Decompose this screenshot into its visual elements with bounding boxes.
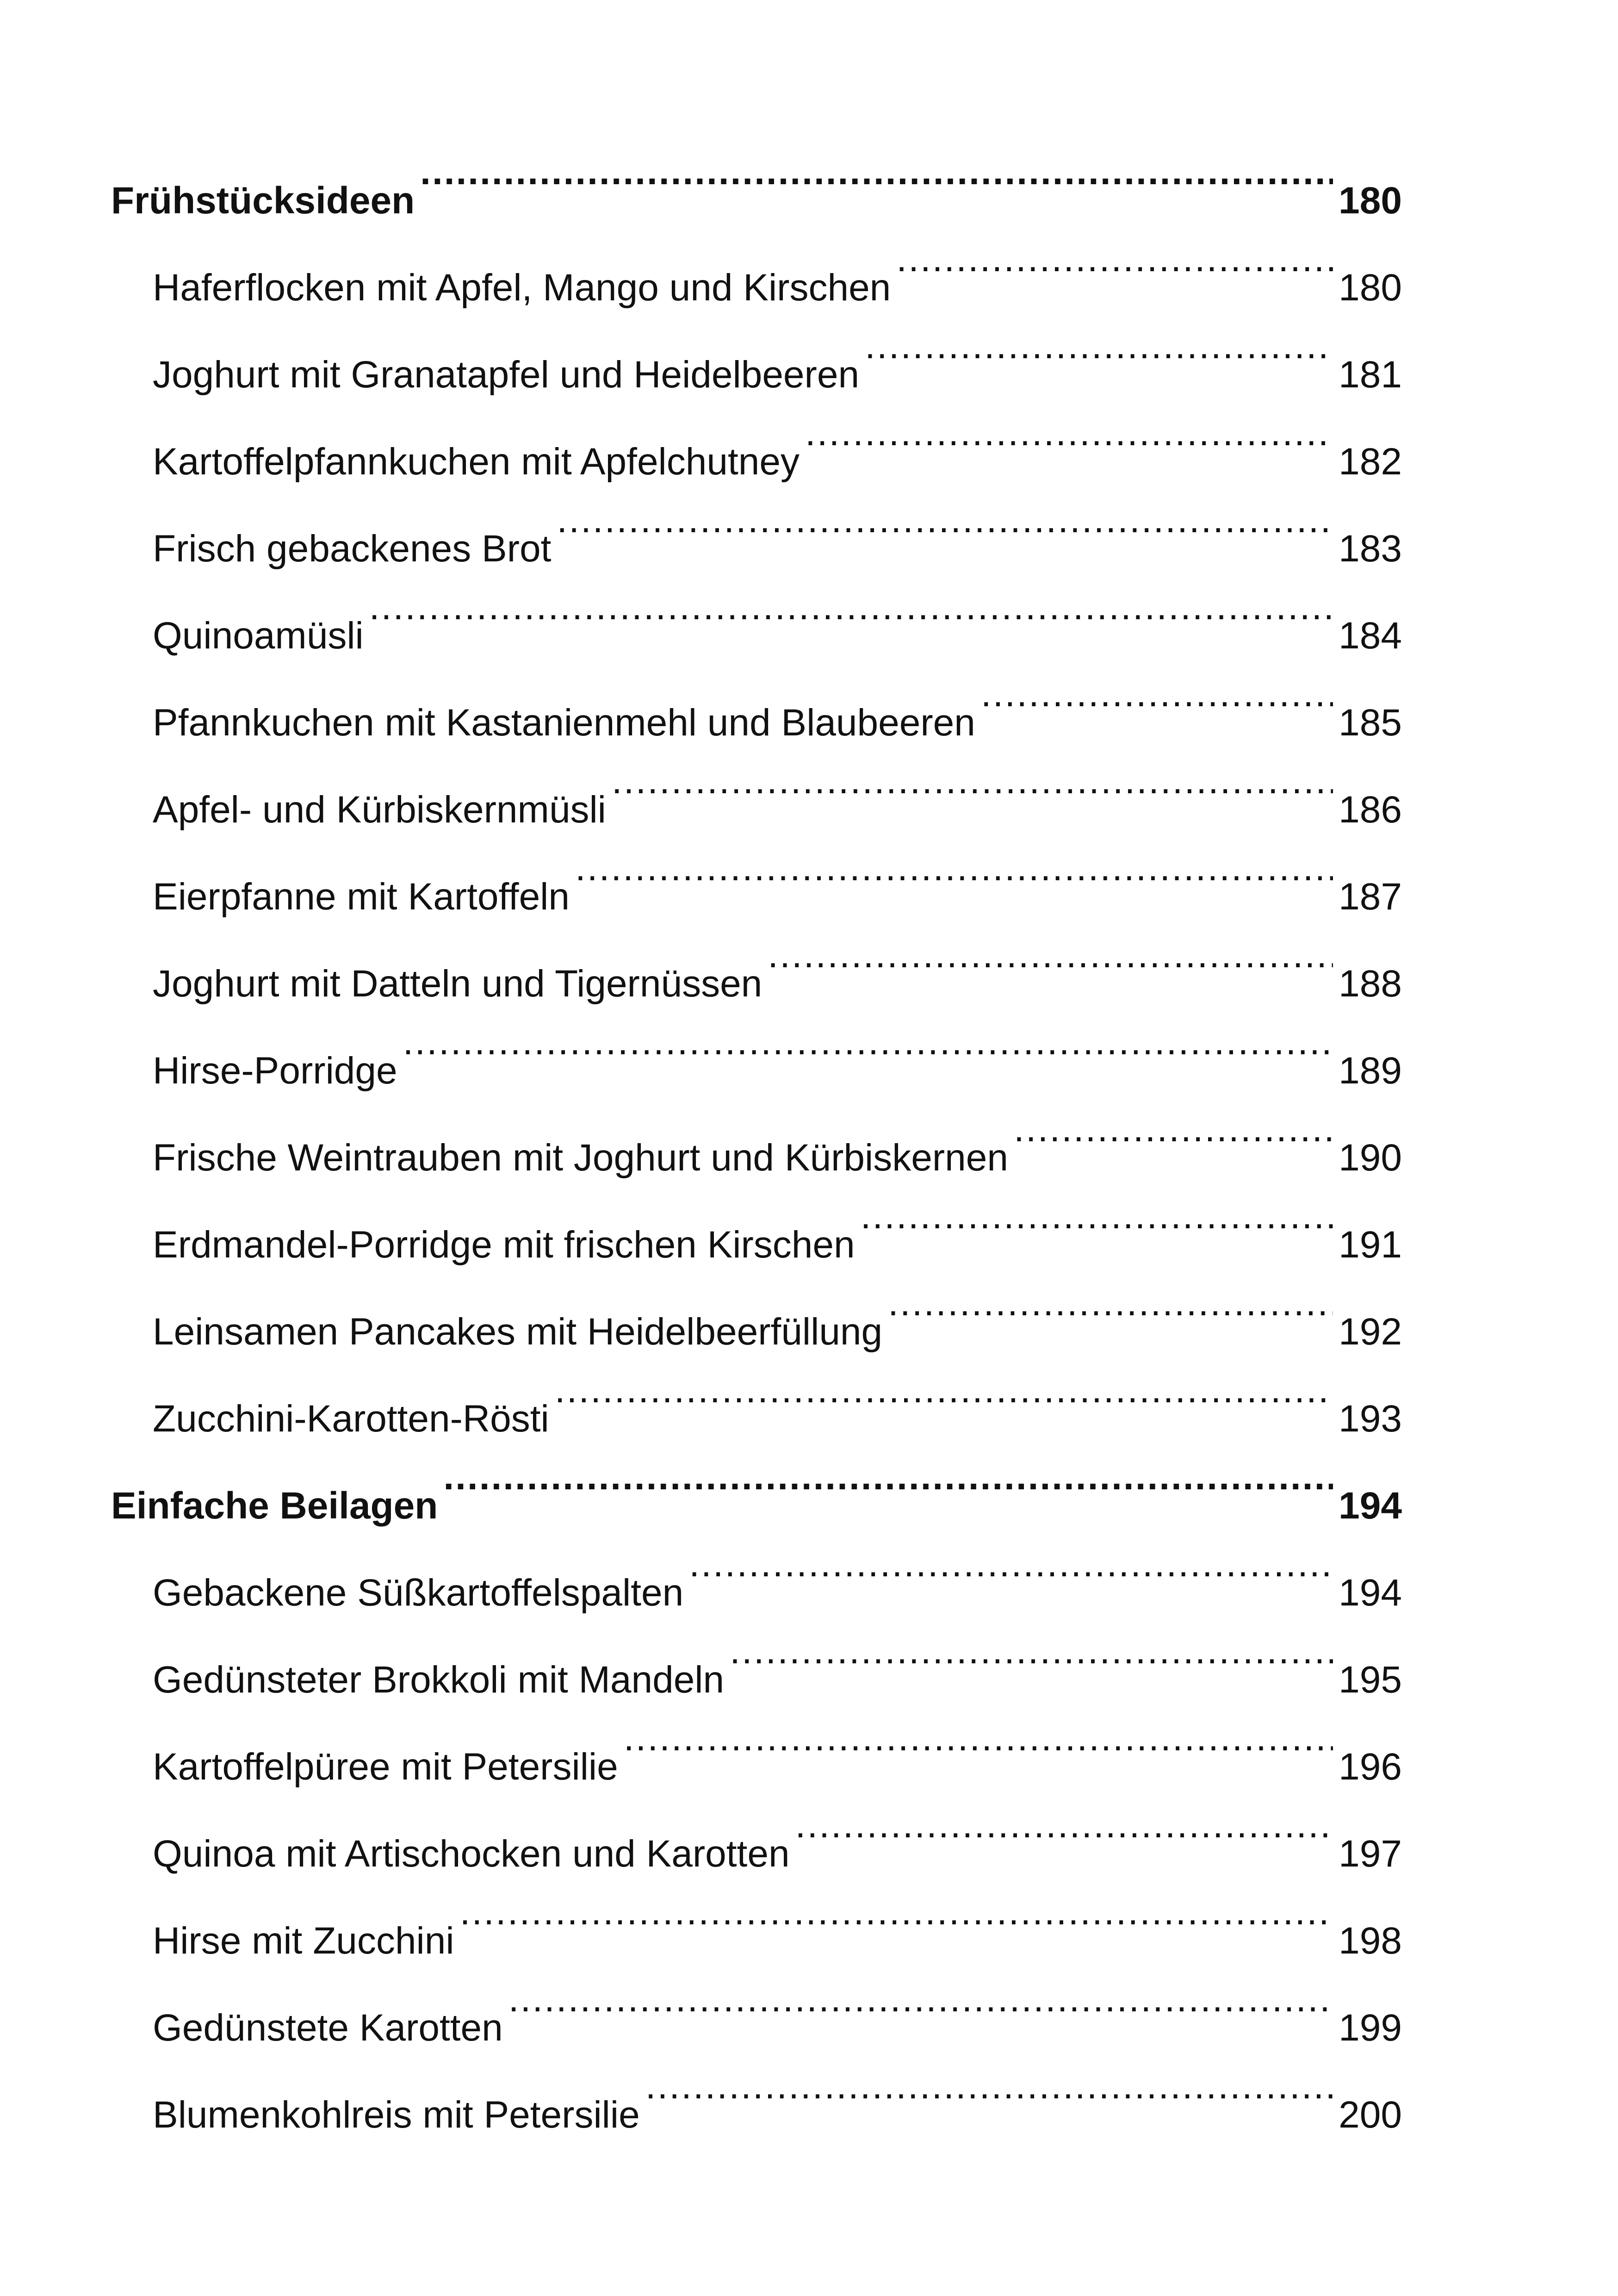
toc-entry[interactable] <box>111 853 1402 940</box>
toc-entry-title: Blumenkohlreis mit Petersilie <box>153 2094 640 2136</box>
toc-entry[interactable] <box>111 2072 1402 2159</box>
toc-entry-title: Kartoffelpüree mit Petersilie <box>153 1746 618 1788</box>
toc-entry[interactable] <box>111 1114 1402 1201</box>
toc-entry-title: Haferflocken mit Apfel, Mango und Kirschen <box>153 267 891 309</box>
dot-leader <box>403 1045 1333 1083</box>
toc-section-heading[interactable] <box>111 157 1402 244</box>
toc-entry-page-number: 193 <box>1339 1398 1402 1440</box>
toc-entry[interactable] <box>111 244 1402 331</box>
toc-entry-title: Kartoffelpfannkuchen mit Apfelchutney <box>153 441 800 483</box>
toc-entry-title: Apfel- und Kürbiskernmüsli <box>153 789 606 831</box>
toc-entry[interactable] <box>111 331 1402 418</box>
dot-leader <box>865 349 1333 387</box>
toc-entry-page-number: 196 <box>1339 1746 1402 1788</box>
dot-leader <box>888 1307 1333 1344</box>
toc-entry-page-number: 194 <box>1339 1485 1402 1527</box>
dot-leader <box>1014 1132 1333 1170</box>
toc-entry-title: Hirse mit Zucchini <box>153 1920 454 1962</box>
dot-leader <box>861 1220 1333 1257</box>
toc-entry-title: Hirse-Porridge <box>153 1050 397 1092</box>
toc-entry-title: Gedünsteter Brokkoli mit Mandeln <box>153 1659 725 1701</box>
toc-entry[interactable] <box>111 1288 1402 1375</box>
toc-entry[interactable] <box>111 1724 1402 1811</box>
toc-entry[interactable] <box>111 418 1402 505</box>
dot-leader <box>730 1655 1333 1692</box>
dot-leader <box>557 523 1333 561</box>
toc-entry-title: Frisch gebackenes Brot <box>153 528 552 570</box>
toc-entry-page-number: 187 <box>1339 876 1402 918</box>
toc-entry-title: Gedünstete Karotten <box>153 2007 503 2049</box>
toc-entry-title: Eierpfanne mit Kartoffeln <box>153 876 570 918</box>
toc-entry[interactable] <box>111 1985 1402 2072</box>
toc-entry-page-number: 181 <box>1339 354 1402 396</box>
toc-entry-title: Einfache Beilagen <box>111 1485 438 1527</box>
toc-entry[interactable] <box>111 1375 1402 1462</box>
toc-entry-page-number: 192 <box>1339 1311 1402 1353</box>
table-of-contents <box>111 157 1402 2159</box>
toc-entry-page-number: 182 <box>1339 441 1402 483</box>
dot-leader <box>768 958 1333 996</box>
toc-entry-title: Leinsamen Pancakes mit Heidelbeerfüllung <box>153 1311 883 1353</box>
toc-entry[interactable] <box>111 766 1402 853</box>
dot-leader <box>805 436 1333 474</box>
toc-entry-title: Quinoamüsli <box>153 615 364 657</box>
dot-leader <box>795 1829 1333 1867</box>
toc-entry[interactable] <box>111 1811 1402 1898</box>
toc-entry[interactable] <box>111 1549 1402 1636</box>
toc-entry-title: Joghurt mit Granatapfel und Heidelbeeren <box>153 354 860 396</box>
toc-entry-page-number: 180 <box>1339 180 1402 222</box>
toc-entry-title: Frische Weintrauben mit Joghurt und Kürbiskernen <box>153 1137 1008 1179</box>
toc-entry-title: Joghurt mit Datteln und Tigernüssen <box>153 963 763 1005</box>
toc-entry-page-number: 194 <box>1339 1572 1402 1614</box>
toc-entry-page-number: 199 <box>1339 2007 1402 2049</box>
toc-entry[interactable] <box>111 679 1402 766</box>
toc-entry-page-number: 190 <box>1339 1137 1402 1179</box>
toc-entry-page-number: 184 <box>1339 615 1402 657</box>
dot-leader <box>420 175 1333 213</box>
toc-entry-page-number: 198 <box>1339 1920 1402 1962</box>
toc-entry[interactable] <box>111 505 1402 592</box>
toc-entry[interactable] <box>111 592 1402 679</box>
dot-leader <box>508 2003 1333 2041</box>
toc-entry-page-number: 185 <box>1339 702 1402 744</box>
toc-entry-page-number: 186 <box>1339 789 1402 831</box>
toc-entry-page-number: 191 <box>1339 1224 1402 1266</box>
toc-entry-page-number: 189 <box>1339 1050 1402 1092</box>
toc-entry-title: Pfannkuchen mit Kastanienmehl und Blaubeeren <box>153 702 975 744</box>
toc-entry[interactable] <box>111 1201 1402 1288</box>
dot-leader <box>645 2090 1333 2128</box>
toc-entry[interactable] <box>111 1636 1402 1724</box>
toc-entry-page-number: 197 <box>1339 1833 1402 1875</box>
dot-leader <box>460 1916 1333 1954</box>
toc-entry-page-number: 180 <box>1339 267 1402 309</box>
toc-entry-page-number: 200 <box>1339 2094 1402 2136</box>
dot-leader <box>689 1568 1333 1605</box>
toc-entry[interactable] <box>111 940 1402 1027</box>
dot-leader <box>369 610 1333 648</box>
toc-entry[interactable] <box>111 1027 1402 1114</box>
dot-leader <box>555 1394 1333 1431</box>
dot-leader <box>624 1742 1333 1780</box>
toc-entry-page-number: 195 <box>1339 1659 1402 1701</box>
toc-entry-title: Erdmandel-Porridge mit frischen Kirschen <box>153 1224 855 1266</box>
toc-entry-page-number: 188 <box>1339 963 1402 1005</box>
toc-entry-page-number: 183 <box>1339 528 1402 570</box>
toc-entry[interactable] <box>111 1898 1402 1985</box>
dot-leader <box>981 697 1333 735</box>
toc-section-heading[interactable] <box>111 1462 1402 1549</box>
dot-leader <box>896 262 1333 300</box>
toc-entry-title: Frühstücksideen <box>111 180 415 222</box>
dot-leader <box>443 1481 1333 1518</box>
dot-leader <box>575 871 1333 909</box>
toc-entry-title: Gebackene Süßkartoffelspalten <box>153 1572 684 1614</box>
dot-leader <box>612 784 1333 822</box>
toc-entry-title: Quinoa mit Artischocken und Karotten <box>153 1833 790 1875</box>
toc-entry-title: Zucchini-Karotten-Rösti <box>153 1398 549 1440</box>
